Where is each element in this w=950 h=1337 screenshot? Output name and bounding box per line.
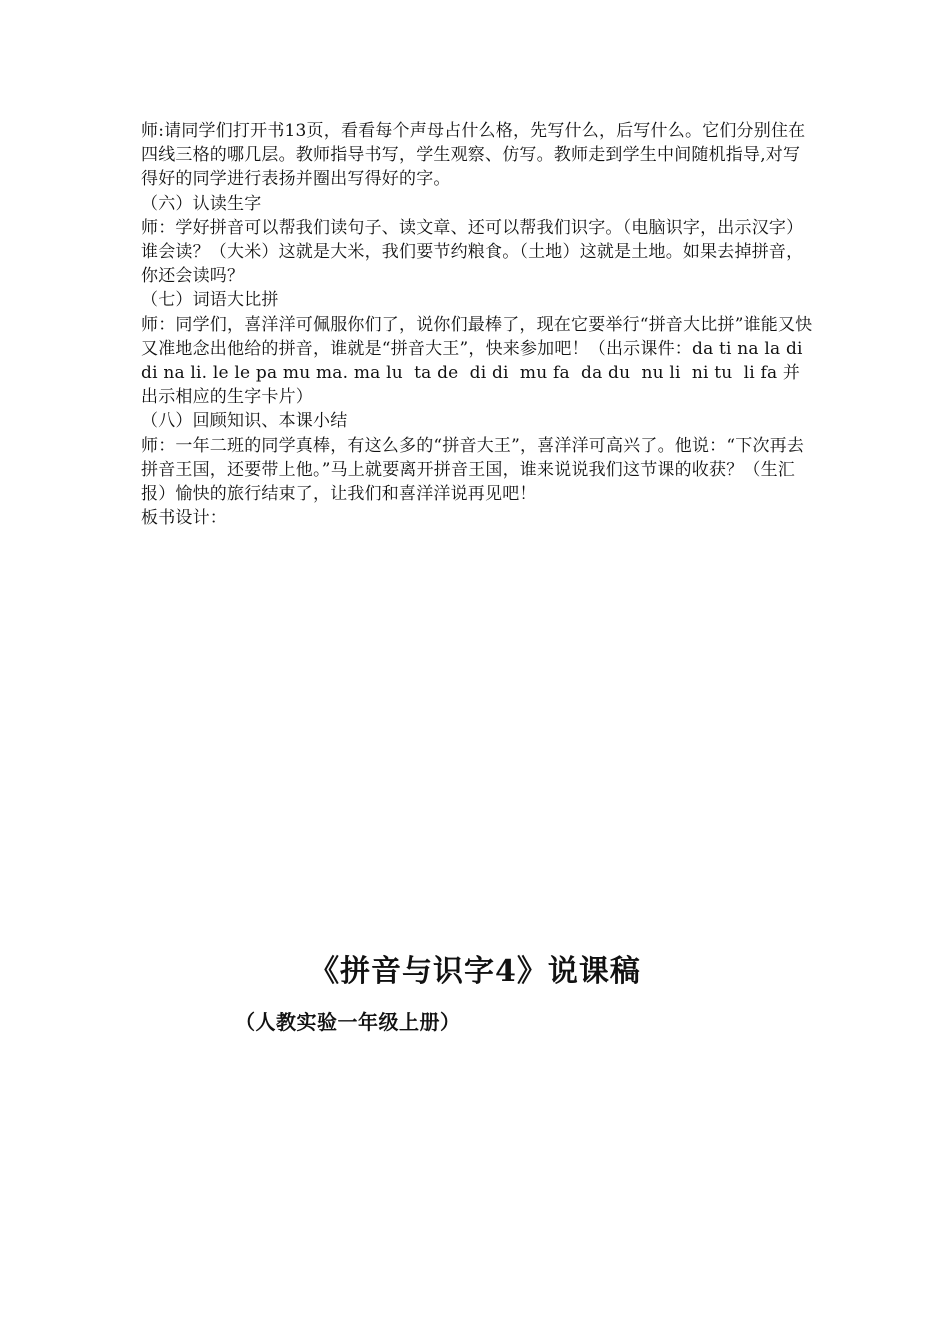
section-heading-seven: （七）词语大比拼 — [141, 290, 279, 311]
paragraph-summary: 师：一年二班的同学真棒，有这么多的“拼音大王”，喜洋洋可高兴了。他说：“下次再去拼音王国，还要带上他。”马上就要离开拼音王国，谁来说说我们这节课的收获？（生汇报）愉快的旅行结束了，让我们和喜洋洋说再见吧！ — [141, 435, 805, 505]
paragraph-word-contest: 师：同学们，喜洋洋可佩服你们了，说你们最棒了，现在它要举行“拼音大比拼”谁能又快又准地念出他给的拼音，谁就是“拼音大王”，快来参加吧！（出示课件：da ti na la di di na li. le le pa mu ma. ma lu ta de di di mu fa da du nu li ni tu li fa 并出示相应的生字卡片） — [141, 314, 813, 408]
lesson-body — [141, 119, 816, 530]
paragraph-board-design: 板书设计： — [141, 508, 227, 529]
paragraph-writing-guidance: 师:请同学们打开书13页，看看每个声母占什么格，先写什么，后写什么。它们分别住在四线三格的哪几层。教师指导书写，学生观察、仿写。教师走到学生中间随机指导,对写得好的同学进行表扬并圈出写得好的字。 — [141, 121, 806, 190]
section-heading-eight: （八）回顾知识、本课小结 — [141, 411, 348, 432]
document-subtitle: （人教实验一年级上册） — [235, 1010, 461, 1034]
document-title: 《拼音与识字4》说课稿 — [309, 954, 641, 989]
section-heading-six: （六）认读生字 — [141, 193, 262, 214]
paragraph-read-characters: 师：学好拼音可以帮我们读句子、读文章、还可以帮我们识字。（电脑识字，出示汉字）谁会读？（大米）这就是大米，我们要节约粮食。（土地）这就是土地。如果去掉拼音，你还会读吗？ — [141, 217, 804, 287]
